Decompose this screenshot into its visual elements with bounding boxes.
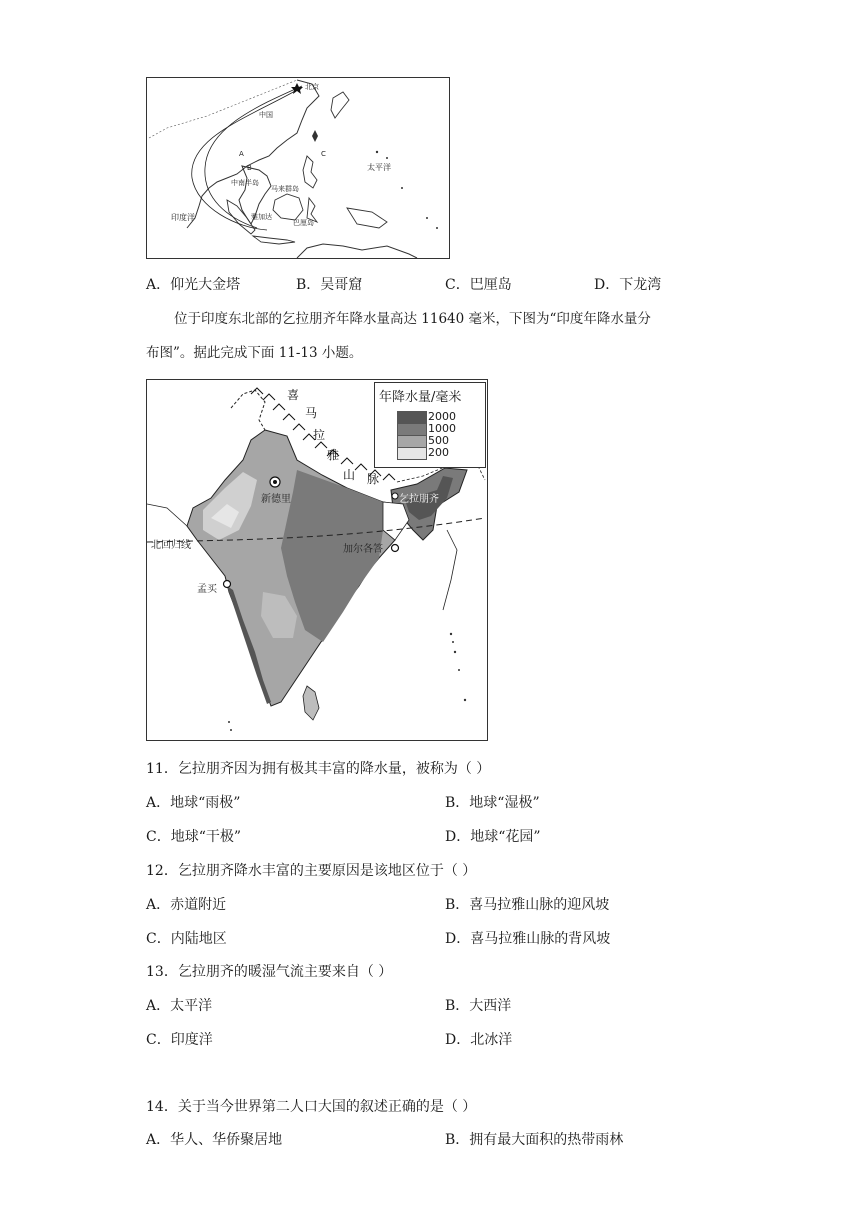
option-text: 喜马拉雅山脉的迎风坡 bbox=[469, 897, 610, 913]
intro-line-1: 位于印度东北部的乞拉朋齐年降水量高达 11640 毫米，下图为“印度年降水量分 bbox=[174, 311, 651, 327]
option-text: 北冰洋 bbox=[470, 1032, 513, 1048]
option-letter: C． bbox=[146, 931, 171, 947]
q12-option-a bbox=[146, 895, 226, 915]
q11-option-a bbox=[146, 793, 240, 813]
option-letter: D． bbox=[445, 1032, 471, 1048]
option-letter: B． bbox=[445, 795, 470, 811]
option-letter: D． bbox=[445, 931, 471, 947]
option-text: 印度洋 bbox=[170, 1032, 213, 1048]
q14-stem: 14．关于当今世界第二人口大国的叙述正确的是（ ） bbox=[146, 1099, 477, 1115]
option-letter: C． bbox=[445, 277, 470, 293]
q13-option-c bbox=[146, 1030, 213, 1050]
himalaya-char-5: 山 bbox=[343, 468, 356, 482]
legend-label-1000: 1000 bbox=[428, 422, 456, 435]
q11-option-d bbox=[445, 827, 541, 847]
option-letter: C． bbox=[146, 1032, 171, 1048]
pacific-label: 太平洋 bbox=[367, 163, 391, 172]
legend-title: 年降水量/毫米 bbox=[379, 390, 462, 405]
q13-stem: 13．乞拉朋齐的暖湿气流主要来自（ ） bbox=[146, 964, 393, 980]
map-legend bbox=[374, 382, 486, 468]
option-letter: A． bbox=[146, 1132, 171, 1148]
mumbai-label: 孟买 bbox=[197, 584, 217, 595]
option-text: 地球“干极” bbox=[170, 829, 242, 845]
q11-stem: 11．乞拉朋齐因为拥有极其丰富的降水量，被称为（ ） bbox=[146, 761, 491, 777]
option-letter: A． bbox=[146, 998, 171, 1014]
option-text: 巴厘岛 bbox=[469, 277, 512, 293]
option-text: 太平洋 bbox=[170, 998, 213, 1014]
legend-label-200: 200 bbox=[428, 446, 449, 459]
legend-swatch-200 bbox=[397, 447, 427, 460]
q11-option-b bbox=[445, 793, 540, 813]
option-letter: A． bbox=[146, 897, 171, 913]
option-text: 内陆地区 bbox=[170, 931, 227, 947]
option-text: 下龙湾 bbox=[619, 277, 662, 293]
himalaya-char-2: 马 bbox=[305, 406, 318, 420]
option-text: 喜马拉雅山脉的背风坡 bbox=[470, 931, 611, 947]
q13-option-b bbox=[445, 996, 511, 1016]
q12-option-d bbox=[445, 929, 610, 949]
option-text: 赤道附近 bbox=[170, 897, 227, 913]
option-text: 地球“湿极” bbox=[469, 795, 540, 811]
beijing-label: 北京 bbox=[305, 83, 319, 91]
legend-label-2000: 2000 bbox=[428, 410, 456, 423]
himalaya-char-4: 雅 bbox=[327, 448, 340, 462]
q14-option-a bbox=[146, 1130, 282, 1150]
q14-option-b bbox=[445, 1130, 623, 1150]
tropic-of-cancer-label: 北回归线 bbox=[151, 540, 191, 551]
option-letter: C． bbox=[146, 829, 171, 845]
point-c-label: C bbox=[321, 150, 326, 158]
southeast-asia-map bbox=[146, 77, 450, 259]
option-text: 拥有最大面积的热带雨林 bbox=[469, 1132, 624, 1148]
q12-option-c bbox=[146, 929, 227, 949]
kolkata-label: 加尔各答 bbox=[343, 544, 383, 555]
option-letter: B． bbox=[445, 897, 470, 913]
option-letter: B． bbox=[296, 277, 321, 293]
jakarta-label: 雅加达 bbox=[251, 213, 272, 221]
option-text: 大西洋 bbox=[469, 998, 512, 1014]
q10-option-c bbox=[445, 275, 512, 295]
india-rainfall-map bbox=[146, 379, 488, 741]
q13-option-d bbox=[445, 1030, 512, 1050]
option-letter: B． bbox=[445, 1132, 470, 1148]
option-text: 仰光大金塔 bbox=[170, 277, 241, 293]
option-text: 地球“雨极” bbox=[170, 795, 241, 811]
q10-option-d bbox=[594, 275, 661, 295]
option-text: 吴哥窟 bbox=[320, 277, 363, 293]
q10-option-b bbox=[296, 275, 362, 295]
bali-label: 巴厘岛 bbox=[293, 219, 314, 227]
option-letter: D． bbox=[594, 277, 620, 293]
q11-option-c bbox=[146, 827, 241, 847]
himalaya-char-1: 喜 bbox=[287, 388, 300, 402]
q13-option-a bbox=[146, 996, 212, 1016]
cherrapunji-label: 乞拉朋齐 bbox=[399, 494, 439, 505]
china-label: 中国 bbox=[259, 111, 273, 119]
option-letter: A． bbox=[146, 795, 171, 811]
himalaya-char-6: 脉 bbox=[367, 472, 380, 486]
himalaya-char-3: 拉 bbox=[313, 428, 326, 442]
q12-option-b bbox=[445, 895, 609, 915]
option-text: 华人、华侨聚居地 bbox=[170, 1132, 283, 1148]
indochina-label: 中南半岛 bbox=[231, 179, 259, 187]
option-letter: A． bbox=[146, 277, 171, 293]
malay-label: 马来群岛 bbox=[271, 185, 299, 193]
point-a-label: A bbox=[239, 150, 244, 158]
new-delhi-label: 新德里 bbox=[261, 494, 291, 505]
option-text: 地球“花园” bbox=[470, 829, 541, 845]
option-letter: B． bbox=[445, 998, 470, 1014]
legend-label-500: 500 bbox=[428, 434, 449, 447]
point-b-label: B bbox=[247, 164, 252, 172]
southeast-asia-map-drawing bbox=[147, 78, 449, 258]
q10-option-a bbox=[146, 275, 240, 295]
option-letter: D． bbox=[445, 829, 471, 845]
indian-ocean-label: 印度洋 bbox=[171, 213, 195, 222]
intro-line-2: 布图”。据此完成下面 11-13 小题。 bbox=[146, 345, 363, 361]
q12-stem: 12．乞拉朋齐降水丰富的主要原因是该地区位于（ ） bbox=[146, 863, 477, 879]
